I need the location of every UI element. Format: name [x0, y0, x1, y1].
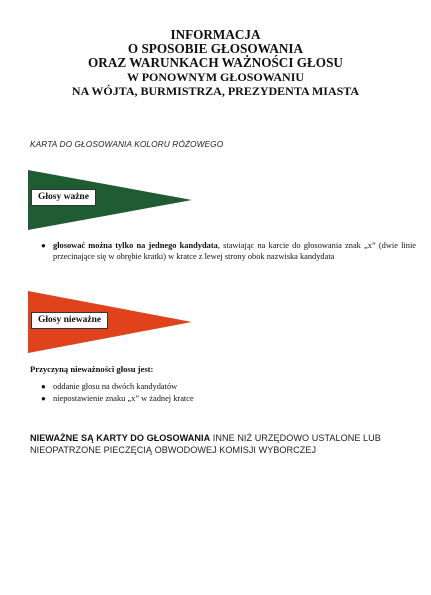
valid-votes-list	[41, 241, 416, 262]
title-line-3: ORAZ WARUNKACH WAŻNOŚCI GŁOSU	[88, 55, 343, 70]
valid-votes-flag	[28, 170, 192, 230]
invalid-ballots-notice	[30, 432, 410, 456]
bullet-dot-icon: ●	[41, 241, 46, 250]
list-item	[41, 393, 401, 405]
invalid-votes-label: Głosy nieważne	[31, 312, 108, 329]
valid-votes-label: Głosy ważne	[31, 189, 96, 206]
title-line-1: INFORMACJA	[170, 27, 261, 42]
cause-text: niepostawienie znaku „x” w żadnej kratce	[53, 393, 194, 403]
list-item	[41, 381, 401, 393]
title-line-4: W PONOWNYM GŁOSOWANIU	[126, 70, 305, 84]
bullet-dot-icon: ●	[41, 393, 46, 403]
valid-rule-text: , stawiając na karcie do głosowania znak „x” (dwie linie przecinające się w obrębie kratki) w kratce z lewej strony obok nazwiska kandydata	[53, 241, 416, 261]
invalid-causes-list	[41, 381, 401, 404]
invalid-causes-heading: Przyczyną nieważności głosu jest:	[30, 364, 154, 374]
title-line-5: NA WÓJTA, BURMISTRZA, PREZYDENTA MIASTA	[71, 84, 360, 98]
document-title	[0, 28, 431, 98]
invalid-votes-flag	[28, 291, 192, 353]
ballot-color-subtitle: KARTA DO GŁOSOWANIA KOLORU RÓŻOWEGO	[30, 139, 224, 149]
bullet-dot-icon: ●	[41, 382, 46, 391]
valid-rule-bold: głosować można tylko na jednego kandydata	[53, 241, 218, 250]
notice-bold: NIEWAŻNE SĄ KARTY DO GŁOSOWANIA	[30, 433, 211, 443]
notice-text: INNE NIŻ URZĘDOWO USTALONE LUB NIEOPATRZONE PIECZĘCIĄ OBWODOWEJ KOMISJI WYBORCZEJ	[30, 433, 381, 455]
title-line-2: O SPOSOBIE GŁOSOWANIA	[127, 41, 304, 56]
cause-text: oddanie głosu na dwóch kandydatów	[53, 382, 178, 391]
list-item	[41, 241, 416, 262]
